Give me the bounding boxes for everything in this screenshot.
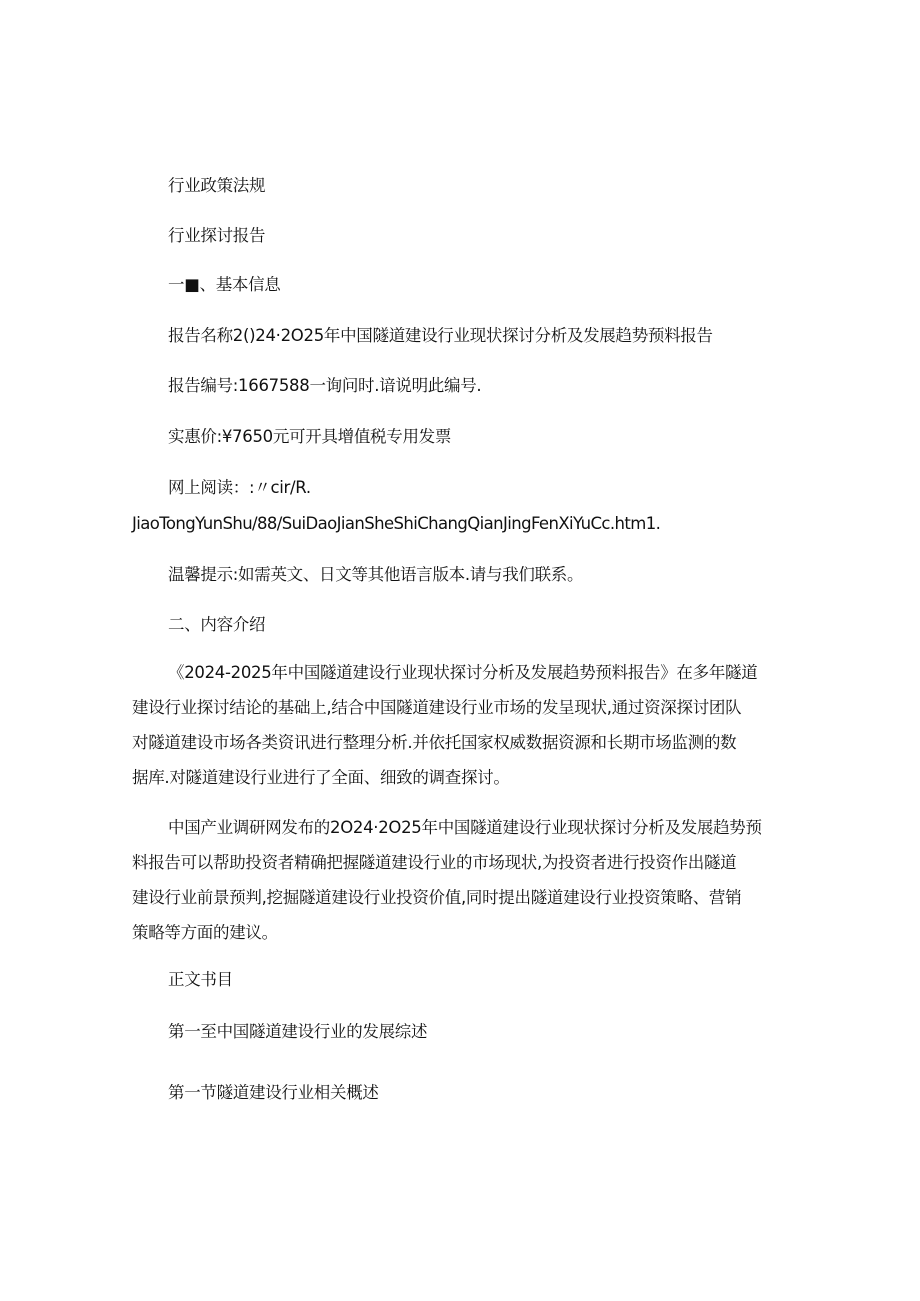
paragraph-line: 据库.对隧道建设行业进行了全面、细致的调查探讨。 bbox=[132, 768, 510, 787]
section-content-intro: 二、内容介绍 bbox=[168, 615, 266, 634]
intro-paragraph-1 bbox=[132, 655, 772, 795]
heading-industry-research: 行业探讨报告 bbox=[168, 226, 266, 245]
paragraph-line: 中国产业调研网发布的2O24·2O25年中国隧道建设行业现状探讨分析及发展趋势预 bbox=[168, 818, 762, 837]
heading-industry-policy: 行业政策法规 bbox=[168, 176, 266, 195]
intro-paragraph-2 bbox=[132, 810, 772, 950]
paragraph-line: 《2024-2025年中国隧道建设行业现状探讨分析及发展趋势预料报告》在多年隧道 bbox=[168, 663, 758, 682]
paragraph-line: 对隧道建设市场各类资讯进行整理分析.并依托国家权威数据资源和长期市场监测的数 bbox=[132, 733, 737, 752]
report-price: 实惠价:¥7650元可开具增值税专用发票 bbox=[168, 427, 452, 446]
paragraph-line: 建设行业探讨结论的基础上,结合中国隧道建设行业市场的发呈现状,通过资深探讨团队 bbox=[132, 698, 742, 717]
paragraph-line: 建设行业前景预判,挖掘隧道建设行业投资价值,同时提出隧道建设行业投资策略、营销 bbox=[132, 888, 742, 907]
chapter-1-title: 第一至中国隧道建设行业的发展综述 bbox=[168, 1022, 428, 1041]
section-basic-info: 一■、基本信息 bbox=[168, 275, 281, 294]
online-reading-url: JiaoTongYunShu/88/SuiDaoJianSheShiChangQianJingFenXiYuCc.htm1. bbox=[132, 514, 661, 533]
report-name: 报告名称2()24·2O25年中国隧道建设行业现状探讨分析及发展趋势预料报告 bbox=[168, 326, 713, 345]
report-number: 报告编号:1667588一询问时.谙说明此编号. bbox=[168, 376, 482, 395]
section-1-1-title: 第一节隧道建设行业相关概述 bbox=[168, 1083, 379, 1102]
paragraph-line: 策略等方面的建议。 bbox=[132, 923, 278, 942]
online-reading: 网上阅读：:〃cir/R. bbox=[168, 478, 311, 497]
paragraph-line: 料报告可以帮助投资者精确把握隧道建设行业的市场现状,为投资者进行投资作出隧道 bbox=[132, 853, 737, 872]
language-tip: 温馨提示:如需英文、日文等其他语言版本.请与我们联系。 bbox=[168, 565, 584, 584]
table-of-contents-heading: 正文书目 bbox=[168, 970, 233, 989]
